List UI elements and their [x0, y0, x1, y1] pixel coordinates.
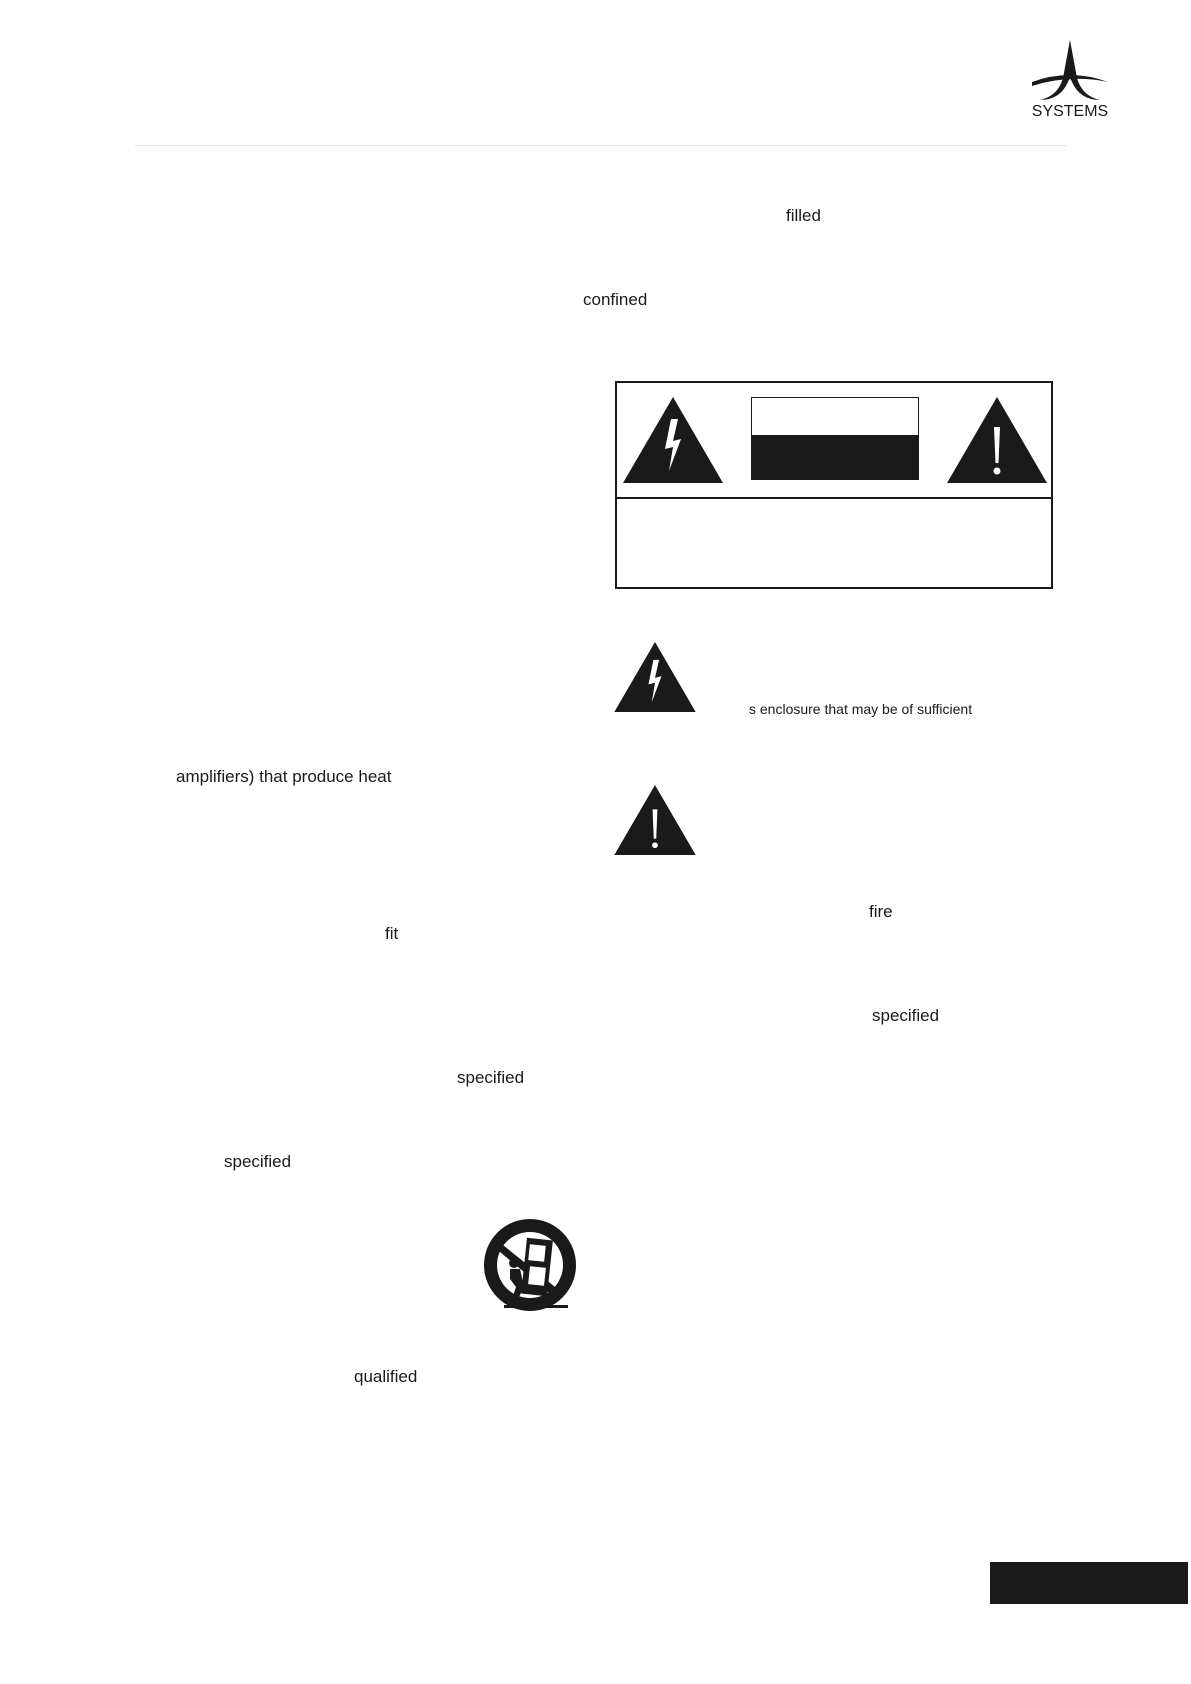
- lightning-warning-icon: [614, 642, 696, 712]
- text-fragment-specified-1: specified: [457, 1068, 525, 1087]
- page-footer-tab: [990, 1562, 1188, 1604]
- caution-divider: [617, 497, 1051, 499]
- text-fragment-specified-3: specified: [872, 1006, 940, 1025]
- lightning-warning-icon: [623, 397, 723, 483]
- text-fragment-fire: fire: [869, 902, 893, 921]
- logo-text: SYSTEMS: [1031, 103, 1109, 120]
- header-divider: [135, 145, 1067, 146]
- a-systems-logo-icon: [1030, 38, 1110, 104]
- caution-subheading-band: [752, 435, 918, 480]
- caution-heading-block: [751, 397, 919, 480]
- text-fragment-specified-2: specified: [224, 1152, 292, 1171]
- caution-label: [615, 381, 1053, 589]
- text-fragment-fit: fit: [385, 924, 399, 943]
- text-fragment-amplifiers: amplifiers) that produce heat: [176, 767, 392, 786]
- exclamation-warning-icon: [614, 785, 696, 855]
- exclamation-warning-icon: [947, 397, 1047, 483]
- cart-tip-over-warning-icon: [474, 1215, 584, 1320]
- text-fragment-enclosure: s enclosure that may be of sufficient: [749, 701, 973, 717]
- text-fragment-filled: filled: [786, 206, 821, 225]
- text-fragment-qualified: qualified: [354, 1367, 418, 1386]
- text-fragment-confined: confined: [583, 290, 648, 309]
- brand-logo: [1030, 38, 1110, 126]
